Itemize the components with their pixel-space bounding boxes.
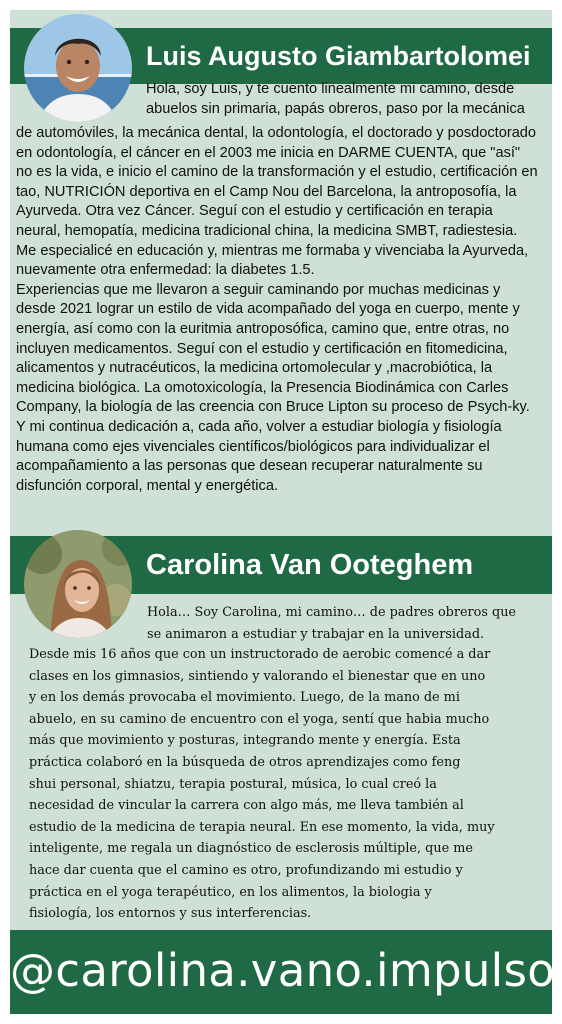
text-line: inteligente, me regala un diagnóstico de esclerosis múltiple, que me xyxy=(29,841,473,857)
text-line: práctica en el yoga terapéutico, en los alimentos, la biologia y xyxy=(29,884,432,900)
text-line: alicamentos y nutracéuticos, la medicina ortomolecular y ,macrobiótica, la xyxy=(16,360,493,377)
profile-bio xyxy=(16,124,548,496)
text-line: más que movimiento y posturas, integrando mente y energía. Esta xyxy=(29,733,461,749)
profile-name: Luis Augusto Giambartolomei xyxy=(146,41,531,71)
text-line: clases en los gimnasios, sintiendo y valorando el bienestar que en uno xyxy=(29,668,486,684)
text-line: Ayurveda. Otra vez Cáncer. Seguí con el estudio y certificación en terapia xyxy=(16,203,493,220)
profile-name: Carolina Van Ooteghem xyxy=(146,549,474,581)
text-line: incluyen medicamentos. Seguí con el estudio y certificación en fitomedicina, xyxy=(16,340,508,357)
text-line: se animaron a estudiar y trabajar en la universidad. xyxy=(147,626,485,642)
avatar xyxy=(24,14,132,122)
text-line: medicina biológica. La omotoxicología, la Presencia Biodinámica con Carles xyxy=(16,379,509,396)
text-line: de automóviles, la mecánica dental, la odontología, el doctorado y posdoctorado xyxy=(16,125,537,141)
avatar xyxy=(24,530,132,638)
card-frame xyxy=(10,10,556,1014)
text-line: hace dar cuenta que el camino es otro, profundizando mi estudio y xyxy=(29,862,463,878)
text-line: Company, la biología de las creencia con Bruce Lipton su proceso de Psych-ky. xyxy=(16,399,530,416)
text-line: Experiencias que me llevaron a seguir caminando por muchas medicinas y xyxy=(16,281,501,298)
text-line: disfunción corporal, mental y energética. xyxy=(16,477,279,494)
text-line: Y mi continua dedicación a, cada año, volver a estudiar biología y fisiología xyxy=(16,418,502,435)
text-line: abuelo, en su camino de encuentro con el yoga, sentí que habia mucho xyxy=(29,711,490,727)
text-line: energía, así como con la euritmia antroposófica, camino que, entre otras, no xyxy=(16,320,510,337)
text-line: tao, NUTRICIÓN deportiva en el Camp Nou del Barcelona, la antroposofía, la xyxy=(16,183,517,200)
text-line: Hola… Soy Carolina, mi camino… de padres obreros que xyxy=(147,605,517,620)
text-line: Desde mis 16 años que con un instructorado de aerobic comencé a dar xyxy=(29,647,491,662)
text-line: shui personal, shiatzu, terapia postural, música, lo cual creó la xyxy=(29,776,437,792)
text-line: práctica colaboró en la búsqueda de otros aprendizajes como feng xyxy=(29,754,461,770)
text-line: en odontología, el cáncer en el 2003 me inicia en DARME CUENTA, que "así" xyxy=(16,144,521,161)
text-line: no es la vida, e inicio el camino de la transformación y el estudio, certificación en xyxy=(16,164,538,181)
footer-bar xyxy=(10,930,556,1014)
text-line: humana como ejes vivenciales científicos/biológicos para individualizar el xyxy=(16,438,490,455)
profile-bio xyxy=(29,644,547,925)
text-line: estudio de la medicina de terapia neural. En ese momento, la vida, muy xyxy=(29,819,495,835)
profile-intro xyxy=(146,80,544,119)
text-line: Hola, soy Luis, y te cuento linealmente mi camino, desde xyxy=(146,81,515,97)
text-line: abuelos sin primaria, papás obreros, paso por la mecánica xyxy=(146,100,525,117)
text-line: necesidad de vincular la carrera con algo más, me lleva también al xyxy=(29,798,464,814)
text-line: fisiología, los entornos y sus interferencias. xyxy=(29,906,312,922)
text-line: Me especialicé en educación y, mientras me formaba y vivenciaba la Ayurveda, xyxy=(16,242,529,259)
text-line: acompañamiento a las personas que desean recuperar naturalmente su xyxy=(16,458,483,475)
text-line: desde 2021 lograr un estilo de vida acompañado del yoga en cuerpo, mente y xyxy=(16,301,520,318)
text-line: nuevamente otra enfermedad: la diabetes 1.5. xyxy=(16,262,315,279)
profile-intro xyxy=(147,602,547,645)
text-line: y en los demás provocaba el movimiento. Luego, de la mano de mi xyxy=(29,690,460,706)
text-line: neural, hemopatía, medicina tradicional china, la medicina SMBT, radiestesia. xyxy=(16,222,518,239)
social-handle[interactable]: @carolina.vano.impulso xyxy=(10,944,556,997)
